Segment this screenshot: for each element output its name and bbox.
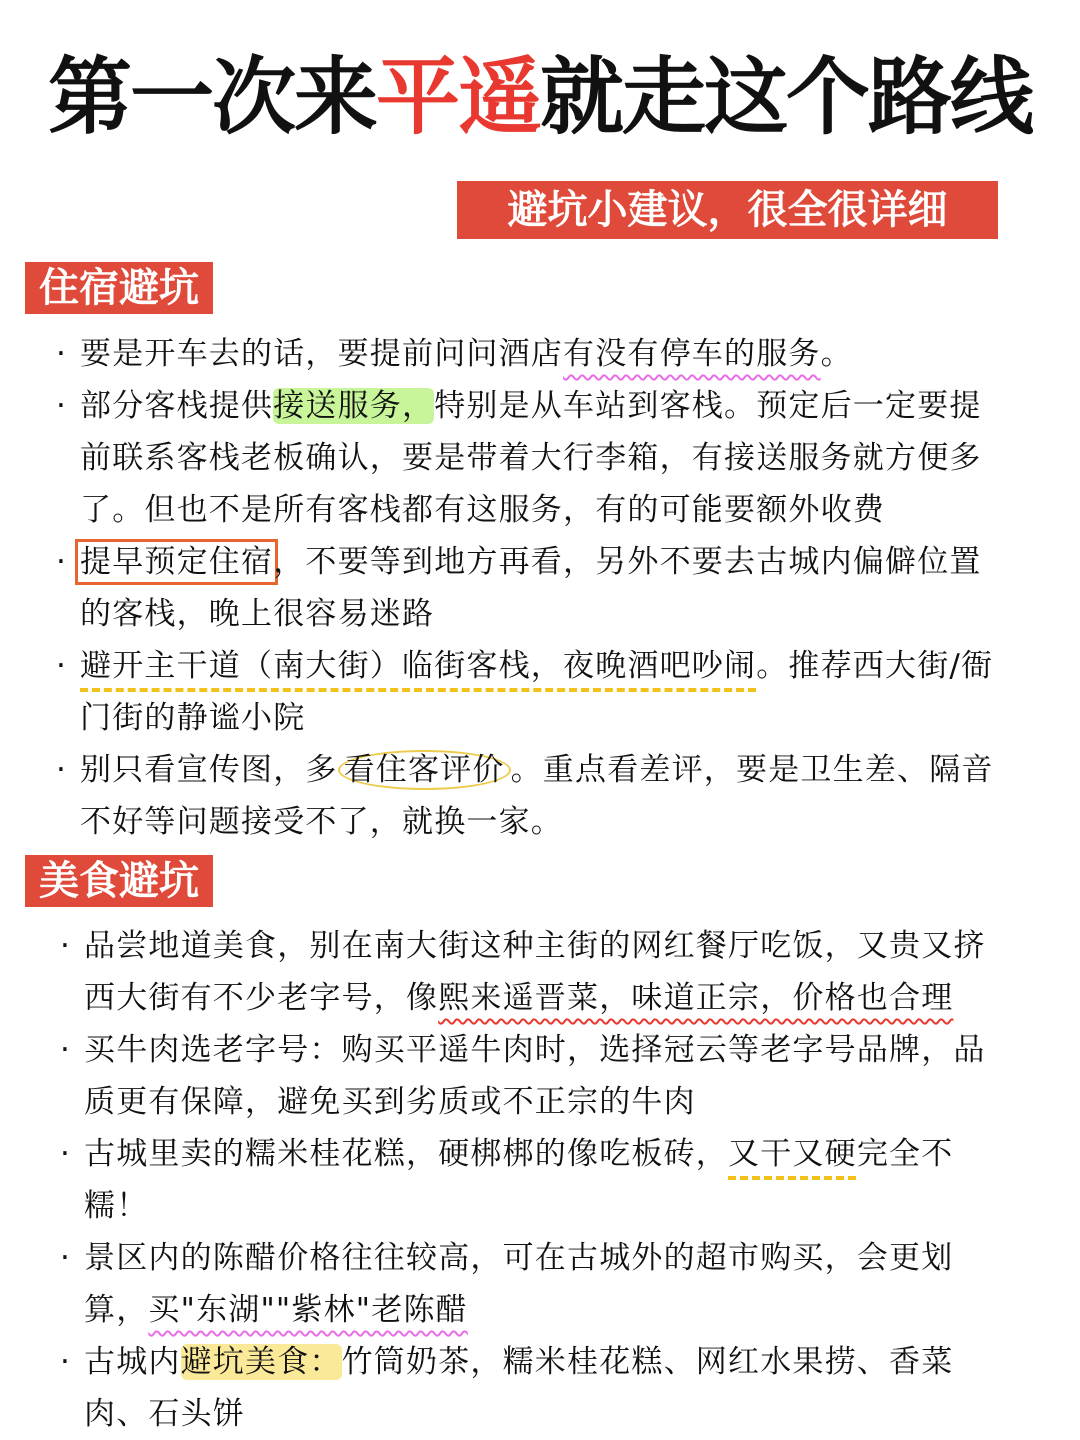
tip-text: 。推荐西大街/衙 [756, 648, 994, 684]
tip-line [56, 744, 1080, 796]
section-heading-food: 美食避坑 [25, 855, 213, 907]
tip-text: 不好等问题接受不了，就换一家。 [80, 804, 563, 840]
tip-line [84, 972, 1080, 1024]
tip-text: 要是开车去的话，要提前问问酒店 [80, 336, 563, 372]
bullet-icon: · [56, 544, 68, 580]
tip-text: 了。但也不是所有客栈都有这服务，有的可能要额外收费 [80, 492, 885, 528]
tip-text: 西大街有不少老字号，像 [84, 980, 439, 1016]
tip-text: 门街的静谧小院 [80, 700, 306, 736]
title-part: 第一次来 [47, 47, 376, 146]
tip-line [56, 536, 1080, 588]
bullet-icon: · [56, 336, 68, 372]
tip-line [84, 1284, 1080, 1336]
bullet-icon: · [56, 388, 68, 424]
annotated-text-pinkwave: 有没有停车的服务 [563, 336, 821, 372]
tip-line [60, 1232, 1080, 1284]
lodging-tips-list [56, 328, 1080, 848]
page-title [0, 42, 1080, 152]
tip-line [60, 1336, 1080, 1388]
bullet-icon: · [60, 928, 72, 964]
bullet-icon: · [56, 648, 68, 684]
tip-text: 糯！ [84, 1188, 149, 1224]
tip-line [84, 1180, 1080, 1232]
annotated-text-pinkwave: 买"东湖""紫林"老陈醋 [148, 1292, 468, 1328]
annotated-text-redwave: 熙来遥晋菜，味道正宗，价格也合理 [438, 980, 954, 1016]
tip-line [80, 432, 1080, 484]
tip-line [56, 380, 1080, 432]
tip-line [80, 796, 1080, 848]
tip-text: 算， [84, 1292, 149, 1328]
tip-text: 。 [820, 336, 853, 372]
tip-line [56, 640, 1080, 692]
tip-text: 别只看宣传图，多 [80, 752, 338, 788]
tip-line [60, 1128, 1080, 1180]
annotated-text-ydash: 又干又硬 [728, 1136, 857, 1172]
tip-line [84, 1076, 1080, 1128]
tip-line [80, 692, 1080, 744]
tip-line [80, 588, 1080, 640]
annotated-text-ydash: 避开主干道（南大街）临街客栈，夜晚酒吧吵闹 [80, 648, 757, 684]
tip-line [56, 328, 1080, 380]
bullet-icon: · [60, 1344, 72, 1380]
tip-text: 的客栈，晚上很容易迷路 [80, 596, 435, 632]
annotated-text-circle: 看住客评价 [338, 750, 511, 790]
tip-text: ，不要等到地方再看，另外不要去古城内偏僻位置 [273, 544, 982, 580]
bullet-icon: · [56, 752, 68, 788]
subtitle-banner: 避坑小建议，很全很详细 [457, 181, 998, 239]
food-tips-list [60, 920, 1080, 1440]
tip-line [80, 484, 1080, 536]
annotated-text-yellowhl: 避坑美食： [180, 1344, 342, 1380]
title-part: 就走这个路线 [540, 47, 1033, 146]
tip-text: 质更有保障，避免买到劣质或不正宗的牛肉 [84, 1084, 696, 1120]
tip-text: 完全不 [856, 1136, 954, 1172]
bullet-icon: · [60, 1032, 72, 1068]
section-heading-lodging: 住宿避坑 [25, 262, 213, 314]
tip-text: 竹筒奶茶，糯米桂花糕、网红水果捞、香菜 [341, 1344, 954, 1380]
tip-text: 肉、石头饼 [84, 1396, 245, 1432]
tip-line [84, 1388, 1080, 1440]
tip-text: 古城内 [84, 1344, 181, 1380]
bullet-icon: · [60, 1136, 72, 1172]
title-highlight: 平遥 [375, 47, 540, 146]
tip-text: 部分客栈提供 [80, 388, 274, 424]
tip-line [60, 920, 1080, 972]
tip-text: 。重点看差评，要是卫生差、隔音 [510, 752, 994, 788]
tip-line [60, 1024, 1080, 1076]
bullet-icon: · [60, 1240, 72, 1276]
annotated-text-box: 提早预定住宿 [80, 544, 274, 580]
tip-text: 景区内的陈醋价格往往较高，可在古城外的超市购买，会更划 [84, 1240, 954, 1276]
tip-text: 前联系客栈老板确认，要是带着大行李箱，有接送服务就方便多 [80, 440, 982, 476]
tip-text: 古城里卖的糯米桂花糕，硬梆梆的像吃板砖， [84, 1136, 728, 1172]
tip-text: 品尝地道美食，别在南大街这种主街的网红餐厅吃饭，又贵又挤 [84, 928, 986, 964]
tip-text: 特别是从车站到客栈。预定后一定要提 [434, 388, 982, 424]
tip-text: 买牛肉选老字号：购买平遥牛肉时，选择冠云等老字号品牌，品 [84, 1032, 986, 1068]
annotated-text-green: 接送服务， [273, 388, 435, 424]
